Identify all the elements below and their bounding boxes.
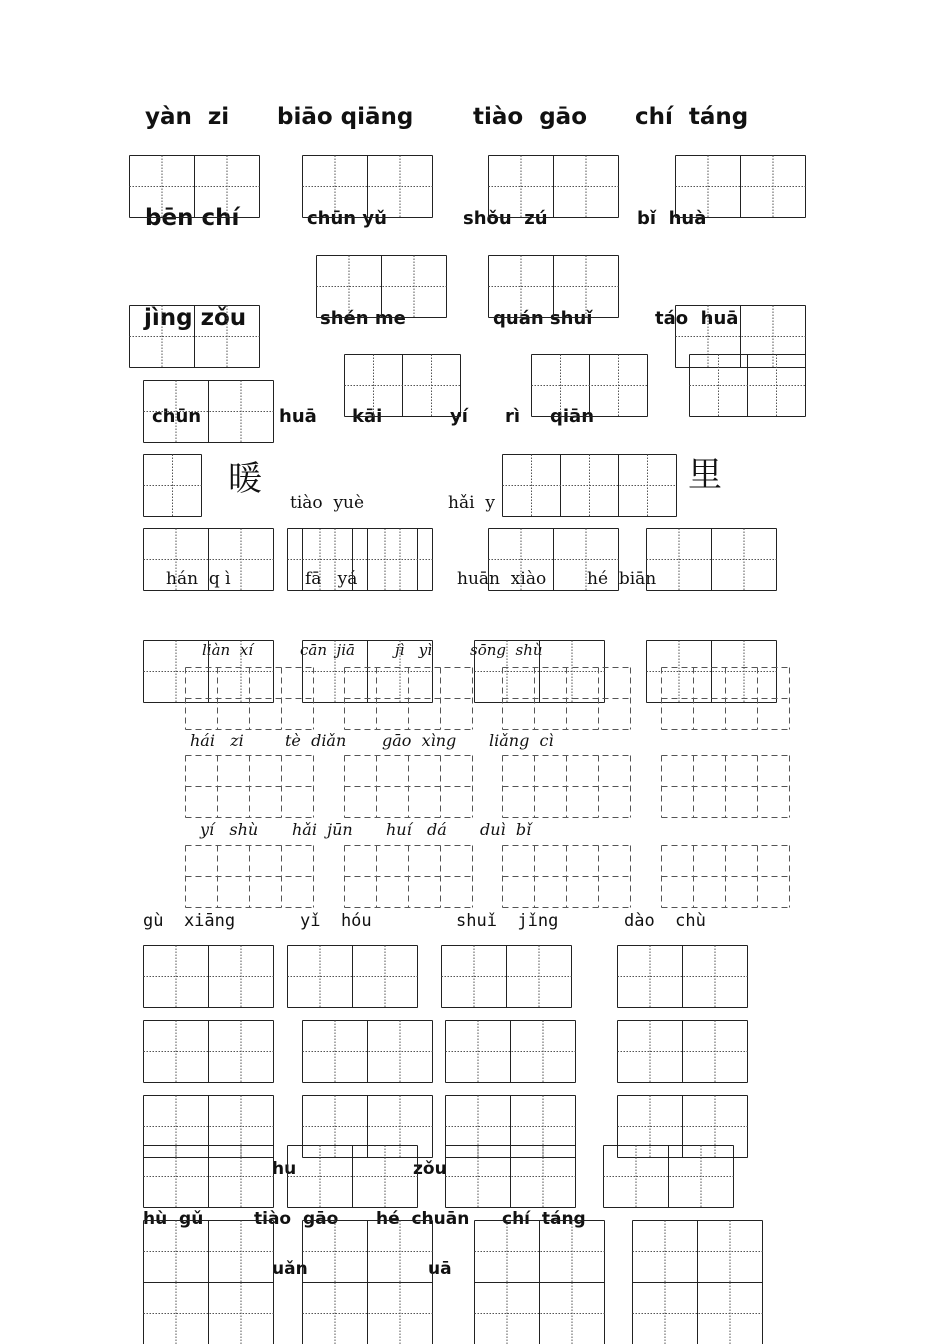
writing-grid-box xyxy=(488,255,619,318)
hanzi-nuan: 暖 xyxy=(228,459,262,499)
writing-grid-box xyxy=(302,1020,433,1083)
writing-grid-box xyxy=(302,528,433,591)
writing-grid-box xyxy=(143,454,202,517)
writing-grid-box xyxy=(502,667,631,730)
pinyin-yanzi: yàn zi xyxy=(145,104,230,130)
pinyin-shenme: shén me xyxy=(320,308,406,329)
writing-grid-box xyxy=(129,155,260,218)
writing-grid-box xyxy=(646,528,777,591)
writing-grid-box xyxy=(185,667,314,730)
pinyin-yi: yí xyxy=(450,406,468,427)
writing-grid-box xyxy=(302,1282,433,1344)
pinyin-kai: kāi xyxy=(352,406,383,427)
writing-grid-box xyxy=(143,380,274,443)
pinyin-taohua: táo huā xyxy=(655,308,739,329)
writing-grid-box xyxy=(185,845,314,908)
writing-grid-box xyxy=(344,845,473,908)
pinyin-songshu: sōng shù xyxy=(470,641,543,659)
writing-grid-box xyxy=(502,845,631,908)
writing-grid-box xyxy=(661,667,790,730)
writing-grid-box xyxy=(689,354,806,417)
writing-grid-box xyxy=(143,528,274,591)
pinyin-faya: fā yá xyxy=(305,569,358,589)
pinyin-gaoxing: gāo xìng xyxy=(382,731,457,750)
writing-grid-box xyxy=(531,354,648,417)
pinyin-bihua: bǐ huà xyxy=(637,208,707,229)
pinyin-qian: qiān xyxy=(550,406,595,427)
pinyin-guxiang: gù xiāng xyxy=(143,911,236,931)
writing-grid-box xyxy=(344,667,473,730)
pinyin-benchi: bēn chí xyxy=(145,205,240,231)
pinyin-haizi: hái zi xyxy=(190,731,244,750)
writing-grid-box xyxy=(143,1220,274,1283)
writing-grid-box xyxy=(316,255,447,318)
pinyin-chitang-2: chí táng xyxy=(502,1209,586,1229)
pinyin-fragment-zou: zǒu xyxy=(413,1159,447,1179)
writing-grid-box xyxy=(474,1220,605,1283)
writing-grid-box xyxy=(661,755,790,818)
writing-grid-box xyxy=(302,1220,433,1283)
writing-grid-box xyxy=(488,528,619,591)
pinyin-lianxi: liàn xí xyxy=(202,641,253,659)
pinyin-biaoqiang: biāo qiāng xyxy=(277,104,414,130)
writing-grid-box xyxy=(488,155,619,218)
pinyin-yihou: yǐ hóu xyxy=(300,911,372,931)
pinyin-jiyi: jì yì xyxy=(395,641,433,659)
pinyin-canjia: cān jiā xyxy=(300,641,355,659)
pinyin-chitang: chí táng xyxy=(635,104,749,130)
pinyin-yishu: yí shù xyxy=(200,820,259,839)
writing-grid-box xyxy=(617,945,748,1008)
pinyin-chunyu: chūn yǔ xyxy=(307,208,387,229)
writing-grid-box xyxy=(632,1282,763,1344)
writing-grid-box xyxy=(287,945,418,1008)
writing-grid-box xyxy=(344,354,461,417)
writing-grid-box xyxy=(143,1020,274,1083)
pinyin-duibi: duì bǐ xyxy=(480,820,532,839)
pinyin-quanshui: quán shuǐ xyxy=(493,308,593,329)
writing-grid-box xyxy=(661,845,790,908)
pinyin-fragment-uan: uǎn xyxy=(272,1259,308,1279)
writing-grid-box xyxy=(603,1145,734,1208)
hanzi-li: 里 xyxy=(688,455,722,495)
writing-grid-box xyxy=(445,1145,576,1208)
writing-grid-box xyxy=(185,755,314,818)
pinyin-shouzu: shǒu zú xyxy=(463,208,548,229)
pinyin-hugu: hù gǔ xyxy=(143,1209,204,1229)
writing-grid-box xyxy=(617,1020,748,1083)
pinyin-huida: huí dá xyxy=(386,820,447,839)
pinyin-hebian: hé biān xyxy=(587,569,657,589)
writing-grid-box xyxy=(502,755,631,818)
writing-grid-box xyxy=(445,1020,576,1083)
pinyin-jingzou: jìng zǒu xyxy=(144,305,247,331)
pinyin-hechuan: hé chuān xyxy=(376,1209,470,1229)
writing-grid-box xyxy=(632,1220,763,1283)
writing-grid-box xyxy=(302,155,433,218)
pinyin-tiaogao: tiào gāo xyxy=(473,104,588,130)
writing-grid-box xyxy=(129,305,260,368)
pinyin-daochu: dào chù xyxy=(624,911,706,931)
writing-grid-box xyxy=(287,1145,418,1208)
pinyin-ri: rì xyxy=(505,406,521,427)
pinyin-fragment-ua: uā xyxy=(428,1259,452,1279)
pinyin-chun: chūn xyxy=(152,406,202,427)
writing-grid-box xyxy=(474,1282,605,1344)
writing-grid-box xyxy=(675,155,806,218)
writing-grid-box xyxy=(143,1282,274,1344)
pinyin-haijun: hǎi jūn xyxy=(292,820,353,839)
pinyin-tiaoyue: tiào yuè xyxy=(290,493,365,513)
pinyin-tiaogao-2: tiào gāo xyxy=(254,1209,339,1229)
pinyin-hua: huā xyxy=(279,406,317,427)
pinyin-haiy: hǎi y xyxy=(448,493,495,513)
writing-grid-box xyxy=(344,755,473,818)
pinyin-fragment-hu: hu xyxy=(272,1159,297,1179)
writing-grid-box xyxy=(143,1145,274,1208)
writing-grid-box xyxy=(502,454,677,517)
pinyin-liangci: liǎng cì xyxy=(489,731,554,750)
pinyin-huanxiao: huān xiào xyxy=(457,569,547,589)
writing-grid-box xyxy=(441,945,572,1008)
writing-grid-box xyxy=(143,945,274,1008)
pinyin-shuijing: shuǐ jǐng xyxy=(456,911,559,931)
pinyin-hanqi: hán q ì xyxy=(166,569,231,589)
pinyin-tedian: tè diǎn xyxy=(285,731,347,750)
